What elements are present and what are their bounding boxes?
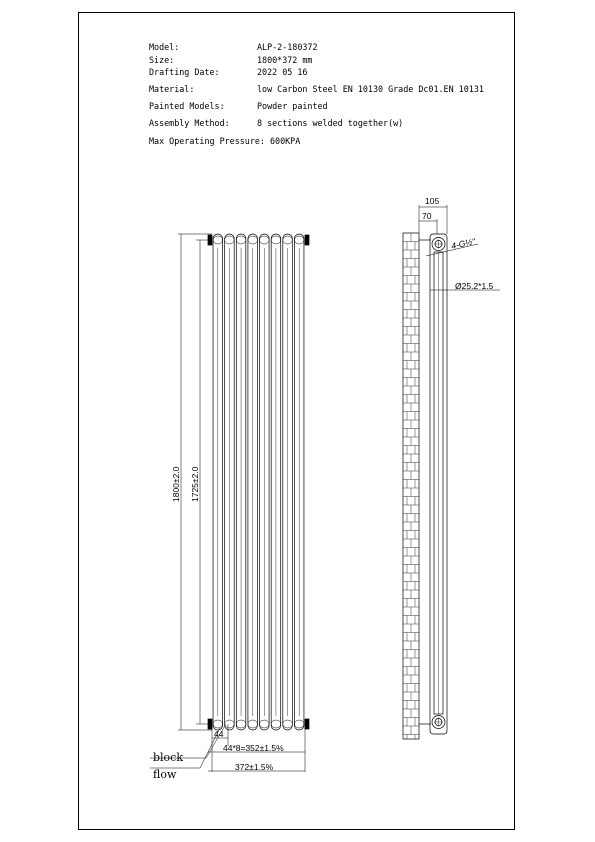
spec-painted-models-label: Painted Models: xyxy=(149,101,225,111)
section-manifold xyxy=(225,720,235,728)
label-block: block xyxy=(153,751,184,764)
end-cap-right xyxy=(305,235,309,245)
spec-size-label: Size: xyxy=(149,55,175,65)
label-flow: flow xyxy=(153,768,177,781)
section-manifold xyxy=(260,720,270,728)
label-depth-inner: 70 xyxy=(422,211,432,221)
label-section-pitch: 44 xyxy=(214,729,224,739)
section-manifold xyxy=(260,236,270,244)
spec-material-value: low Carbon Steel EN 10130 Grade Dc01.EN 10131 xyxy=(257,84,484,94)
end-cap-right xyxy=(305,719,309,729)
section-manifold xyxy=(248,720,258,728)
label-tube-diameter: Ø25.2*1.5 xyxy=(455,281,494,291)
label-pitch-total: 44*8=352±1.5% xyxy=(223,743,284,753)
spec-material-label: Material: xyxy=(149,84,195,94)
section-manifold xyxy=(225,236,235,244)
spec-assembly-method-label: Assembly Method: xyxy=(149,118,230,128)
label-depth-overall: 105 xyxy=(425,196,440,206)
section-manifold xyxy=(236,720,246,728)
spec-painted-models-value: Powder painted xyxy=(257,101,328,111)
section-manifold xyxy=(271,236,281,244)
section-manifold xyxy=(236,236,246,244)
spec-drafting-date-value: 2022 05 16 xyxy=(257,67,308,77)
spec-max-pressure: Max Operating Pressure: 600KPA xyxy=(149,136,301,146)
spec-assembly-method-value: 8 sections welded together(w) xyxy=(257,118,404,128)
section-manifold xyxy=(248,236,258,244)
section-manifold xyxy=(283,236,293,244)
spec-drafting-date-label: Drafting Date: xyxy=(149,67,220,77)
section-manifold xyxy=(283,720,293,728)
front-view xyxy=(150,234,309,772)
spec-model-label: Model: xyxy=(149,42,180,52)
section-manifold xyxy=(271,720,281,728)
wall-brick-pattern xyxy=(403,233,419,739)
spec-model-value: ALP-2-180372 xyxy=(257,42,318,52)
section-manifold xyxy=(213,236,223,244)
label-height-overall: 1800±2.0 xyxy=(171,466,181,502)
label-height-centers: 1725±2.0 xyxy=(190,466,200,502)
label-thread: 4-G½" xyxy=(450,236,477,251)
radiator-sections xyxy=(208,234,309,730)
section-manifold xyxy=(213,720,223,728)
section-manifold xyxy=(294,720,304,728)
section-manifold xyxy=(294,236,304,244)
label-width-overall: 372±1.5% xyxy=(235,762,274,772)
spec-size-value: 1800*372 mm xyxy=(257,55,313,65)
